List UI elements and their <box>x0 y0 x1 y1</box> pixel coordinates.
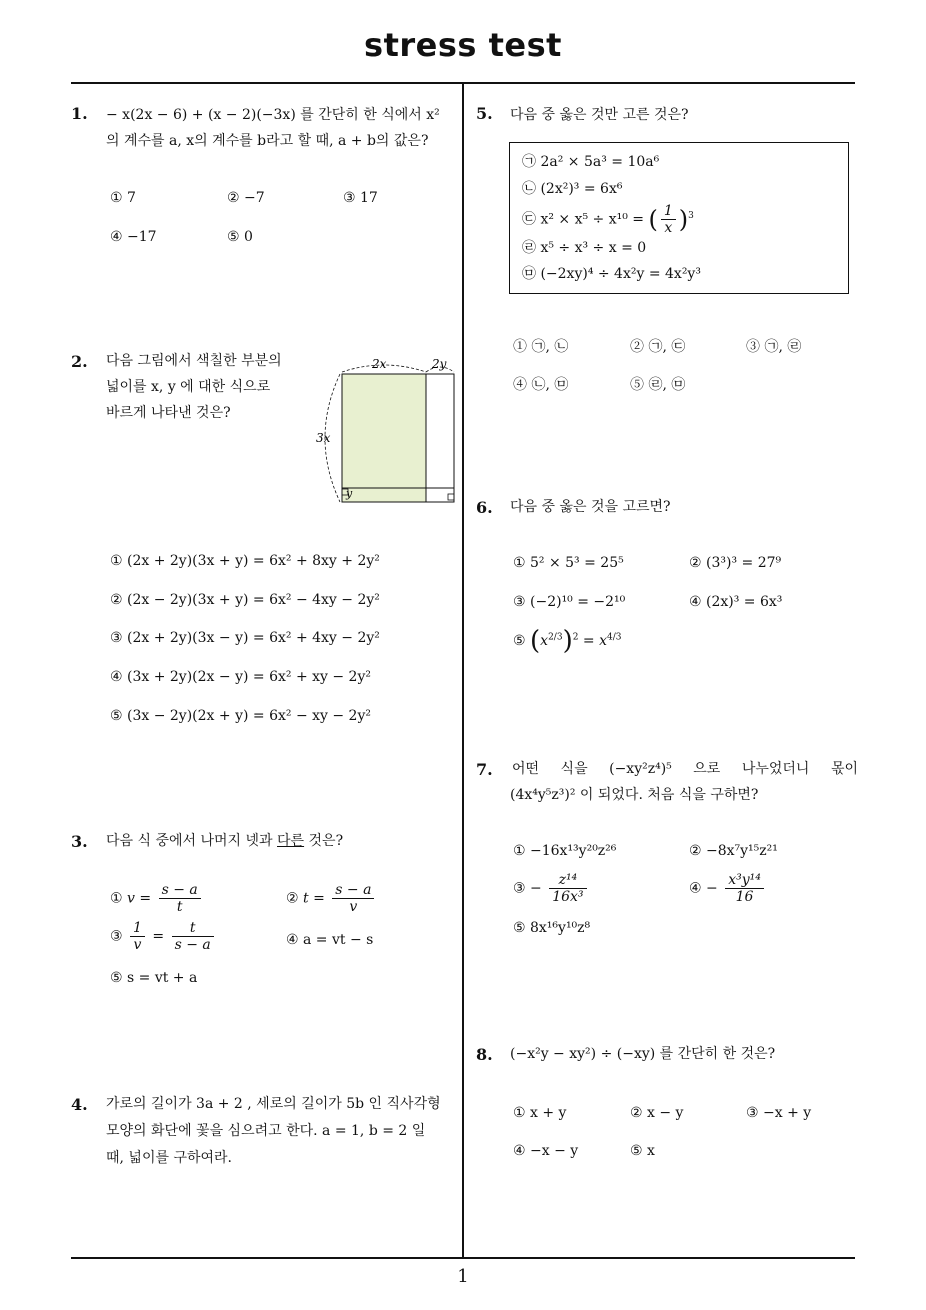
question-text-line: 바르게 나타낸 것은? <box>106 405 231 421</box>
question-text: 다음 중 옳은 것만 고른 것은? <box>510 107 689 123</box>
question-text-line: 넓이를 x, y 에 대한 식으로 <box>106 379 271 395</box>
question-text-line: 어떤 식을 (−xy²z⁴)⁵ 으로 나누었더니 몫이 <box>512 761 858 777</box>
option-3[interactable]: ③ (2x + 2y)(3x − y) = 6x² + 4xy − 2y² <box>110 630 380 646</box>
column-divider <box>462 84 464 1258</box>
option-5[interactable]: ⑤ s = vt + a <box>110 970 198 986</box>
question-text: 다음 중 옳은 것을 고르면? <box>510 499 671 515</box>
option-4[interactable]: ④ −17 <box>110 229 157 245</box>
option-2[interactable]: ② −8x⁷y¹⁵z²¹ <box>689 843 778 859</box>
statement-box <box>509 142 849 294</box>
question-text-line: 가로의 길이가 3a + 2 , 세로의 길이가 5b 인 직사각형 <box>106 1096 441 1112</box>
option-5[interactable]: ⑤ $(x^{2/3})^2 = x^{4/3}$ <box>513 626 622 656</box>
option-5[interactable]: ⑤ (3x − 2y)(2x + y) = 6x² − xy − 2y² <box>110 708 371 724</box>
statement-item: ㉣ x⁵ ÷ x³ ÷ x = 0 <box>522 240 647 256</box>
right-angle-mark <box>448 494 454 500</box>
option-4[interactable]: ④ ㉡, ㉤ <box>513 377 569 393</box>
rectangle-figure <box>310 352 462 512</box>
option-1[interactable]: ① ㉠, ㉡ <box>513 339 569 355</box>
option-4[interactable]: ④ −x − y <box>513 1143 579 1159</box>
option-1[interactable]: ① v = $\frac{s - a}{t}$ <box>110 882 204 915</box>
option-2[interactable]: ② (3³)³ = 27⁹ <box>689 555 782 571</box>
question-text-line: 의 계수를 a, x의 계수를 b라고 할 때, a + b의 값은? <box>106 133 429 149</box>
question-number: 8. <box>476 1045 493 1064</box>
label-bottom: y <box>346 487 353 500</box>
page-title: stress test <box>364 26 562 64</box>
option-3[interactable]: ③ −x + y <box>746 1105 812 1121</box>
page-number: 1 <box>457 1266 469 1287</box>
label-side: 3x <box>316 431 331 445</box>
question-text-line: 모양의 화단에 꽃을 심으려고 한다. a = 1, b = 2 일 <box>106 1123 426 1139</box>
option-4[interactable]: ④ (3x + 2y)(2x − y) = 6x² + xy − 2y² <box>110 669 371 685</box>
option-1[interactable]: ① (2x + 2y)(3x + y) = 6x² + 8xy + 2y² <box>110 553 380 569</box>
question-number: 4. <box>71 1095 88 1114</box>
option-5[interactable]: ⑤ ㉣, ㉤ <box>630 377 686 393</box>
option-4[interactable]: ④ (2x)³ = 6x³ <box>689 594 783 610</box>
question-number: 2. <box>71 352 88 371</box>
option-5[interactable]: ⑤ 8x¹⁶y¹⁰z⁸ <box>513 920 591 936</box>
option-2[interactable]: ② (2x − 2y)(3x + y) = 6x² − 4xy − 2y² <box>110 592 380 608</box>
label-top-right: 2y <box>432 357 447 371</box>
question-text-line: 다음 그림에서 색칠한 부분의 <box>106 353 282 369</box>
option-5[interactable]: ⑤ x <box>630 1143 655 1159</box>
option-1[interactable]: ① −16x¹³y²⁰z²⁶ <box>513 843 617 859</box>
question-text-line: 때, 넓이를 구하여라. <box>106 1150 232 1166</box>
option-2[interactable]: ② ㉠, ㉢ <box>630 339 686 355</box>
option-5[interactable]: ⑤ 0 <box>227 229 253 245</box>
option-2[interactable]: ② x − y <box>630 1105 684 1121</box>
question-number: 5. <box>476 104 493 123</box>
option-4[interactable]: ④ a = vt − s <box>286 932 374 948</box>
question-text: (−x²y − xy²) ÷ (−xy) 를 간단히 한 것은? <box>510 1046 776 1062</box>
option-4[interactable]: ④ − $\frac{\text{x³y¹⁴}}{16}$ <box>689 872 767 905</box>
statement-item: ㉠ 2a² × 5a³ = 10a⁶ <box>522 154 660 170</box>
question-number: 6. <box>476 498 493 517</box>
question-number: 1. <box>71 104 88 123</box>
question-number: 7. <box>476 760 493 779</box>
statement-item: ㉡ (2x²)³ = 6x⁶ <box>522 181 623 197</box>
question-text: 다음 식 중에서 나머지 넷과 다른 것은? <box>106 833 344 849</box>
option-1[interactable]: ① 7 <box>110 190 136 206</box>
question-text-line: (4x⁴y⁵z³)² 이 되었다. 처음 식을 구하면? <box>510 787 759 803</box>
label-top-left: 2x <box>372 357 387 371</box>
option-2[interactable]: ② t = $\frac{s - a}{v}$ <box>286 882 377 915</box>
option-2[interactable]: ② −7 <box>227 190 265 206</box>
option-3[interactable]: ③ ㉠, ㉣ <box>746 339 802 355</box>
option-3[interactable]: ③ $\frac{1}{v}$ = $\frac{t}{s - a}$ <box>110 920 217 953</box>
question-number: 3. <box>71 832 88 851</box>
question-text-line: − x(2x − 6) + (x − 2)(−3x) 를 간단히 한 식에서 x² <box>106 107 440 123</box>
option-3[interactable]: ③ 17 <box>343 190 378 206</box>
option-3[interactable]: ③ (−2)¹⁰ = −2¹⁰ <box>513 594 626 610</box>
shaded-region <box>342 374 426 502</box>
option-1[interactable]: ① 5² × 5³ = 25⁵ <box>513 555 624 571</box>
statement-item: ㉢ x² × x⁵ ÷ x¹⁰ = ( $\frac{1}{x}$ )$^3$ <box>522 203 694 236</box>
bottom-rule <box>71 1257 855 1259</box>
option-3[interactable]: ③ − $\frac{\text{z¹⁴}}{\text{16x³}}$ <box>513 872 590 905</box>
option-1[interactable]: ① x + y <box>513 1105 567 1121</box>
statement-item: ㉤ (−2xy)⁴ ÷ 4x²y = 4x²y³ <box>522 266 701 282</box>
